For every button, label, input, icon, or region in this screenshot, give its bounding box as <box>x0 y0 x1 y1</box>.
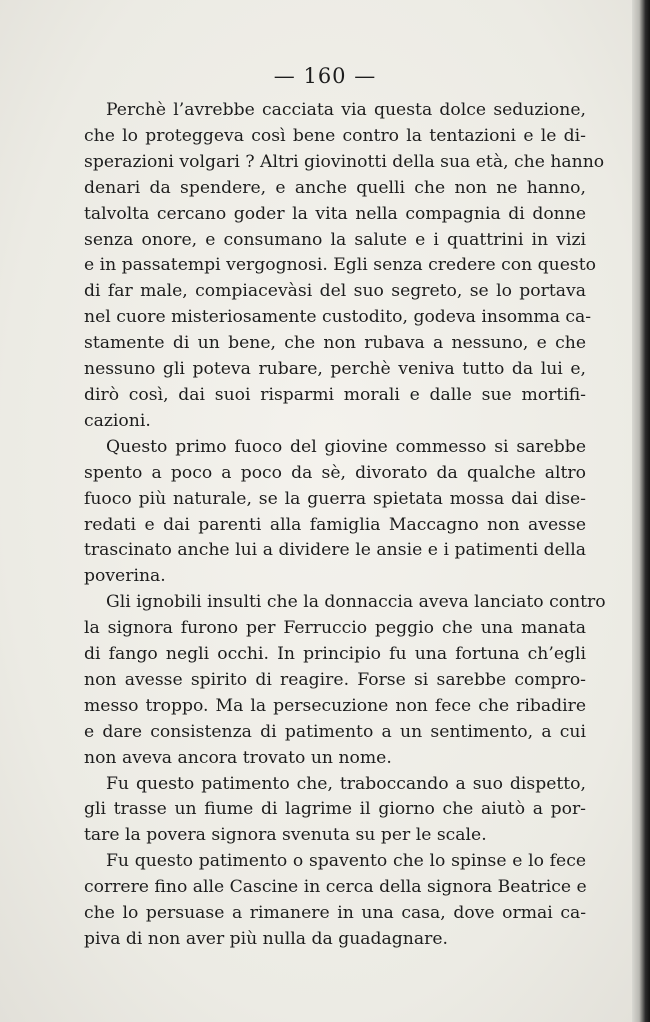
text-line: non aveva ancora trovato un nome. <box>84 747 392 768</box>
text-line: Perchè l’avrebbe cacciata via questa dolce seduzione, <box>106 100 586 120</box>
text-line: spento a poco a poco da sè, divorato da qualche altro <box>84 462 586 483</box>
text-line: e in passatempi vergognosi. Egli senza credere con questo <box>84 255 596 276</box>
text-line: Gli ignobili insulti che la donnaccia aveva lanciato contro <box>106 592 606 613</box>
text-line: trascinato anche lui a dividere le ansie e i patimenti della <box>84 540 586 561</box>
text-line: poverina. <box>84 566 166 587</box>
text-line: nel cuore misteriosamente custodito, godeva insomma ca- <box>84 307 592 328</box>
text-line: cazioni. <box>84 410 151 431</box>
text-line: nessuno gli poteva rubare, perchè veniva tutto da lui e, <box>84 359 586 380</box>
text-line: che lo persuase a rimanere in una casa, dove ormai ca- <box>84 903 586 924</box>
text-line: Questo primo fuoco del giovine commesso si sarebbe <box>106 436 586 457</box>
page-number: — 160 — <box>273 64 377 88</box>
paragraph <box>84 849 586 953</box>
paragraph <box>84 435 586 590</box>
paragraph <box>84 98 605 435</box>
text-line: senza onore, e consumano la salute e i quattrini in vizi <box>84 229 586 250</box>
text-line: denari da spendere, e anche quelli che non ne hanno, <box>84 177 586 198</box>
text-line: di far male, compiacevàsi del suo segreto, se lo portava <box>84 281 586 302</box>
text-line: dirò così, dai suoi risparmi morali e dalle sue mortifi- <box>84 384 586 405</box>
text-line: Fu questo patimento o spavento che lo spinse e lo fece <box>106 851 586 872</box>
text-line: gli trasse un fiume di lagrime il giorno che aiutò a por- <box>84 799 586 820</box>
text-line: correre fino alle Cascine in cerca della signora Beatrice e <box>84 877 587 898</box>
text-line: sperazioni volgari ? Altri giovinotti della sua età, che hanno <box>84 151 605 172</box>
page-edge <box>632 0 650 1022</box>
text-line: la signora furono per Ferruccio peggio che una manata <box>84 618 586 639</box>
text-line: tare la povera signora svenuta su per le scale. <box>84 825 487 846</box>
text-line: non avesse spirito di reagire. Forse si sarebbe compro- <box>84 669 586 690</box>
paragraph <box>84 590 606 771</box>
text-line: Fu questo patimento che, traboccando a suo dispetto, <box>106 773 586 794</box>
text-line: piva di non aver più nulla da guadagnare. <box>84 929 448 949</box>
text-line: stamente di un bene, che non rubava a nessuno, e che <box>84 333 586 354</box>
paragraph <box>84 772 586 850</box>
text-line: messo troppo. Ma la persecuzione non fece che ribadire <box>84 695 586 716</box>
text-line: di fango negli occhi. In principio fu una fortuna ch’egli <box>84 644 586 665</box>
text-line: che lo proteggeva così bene contro la tentazioni e le di- <box>84 125 586 146</box>
body-text <box>84 98 606 953</box>
text-line: fuoco più naturale, se la guerra spietata mossa dai dise- <box>84 488 586 509</box>
text-line: talvolta cercano goder la vita nella compagnia di donne <box>84 203 586 224</box>
text-line: redati e dai parenti alla famiglia Maccagno non avesse <box>84 514 586 535</box>
text-line: e dare consistenza di patimento a un sentimento, a cui <box>84 721 586 742</box>
